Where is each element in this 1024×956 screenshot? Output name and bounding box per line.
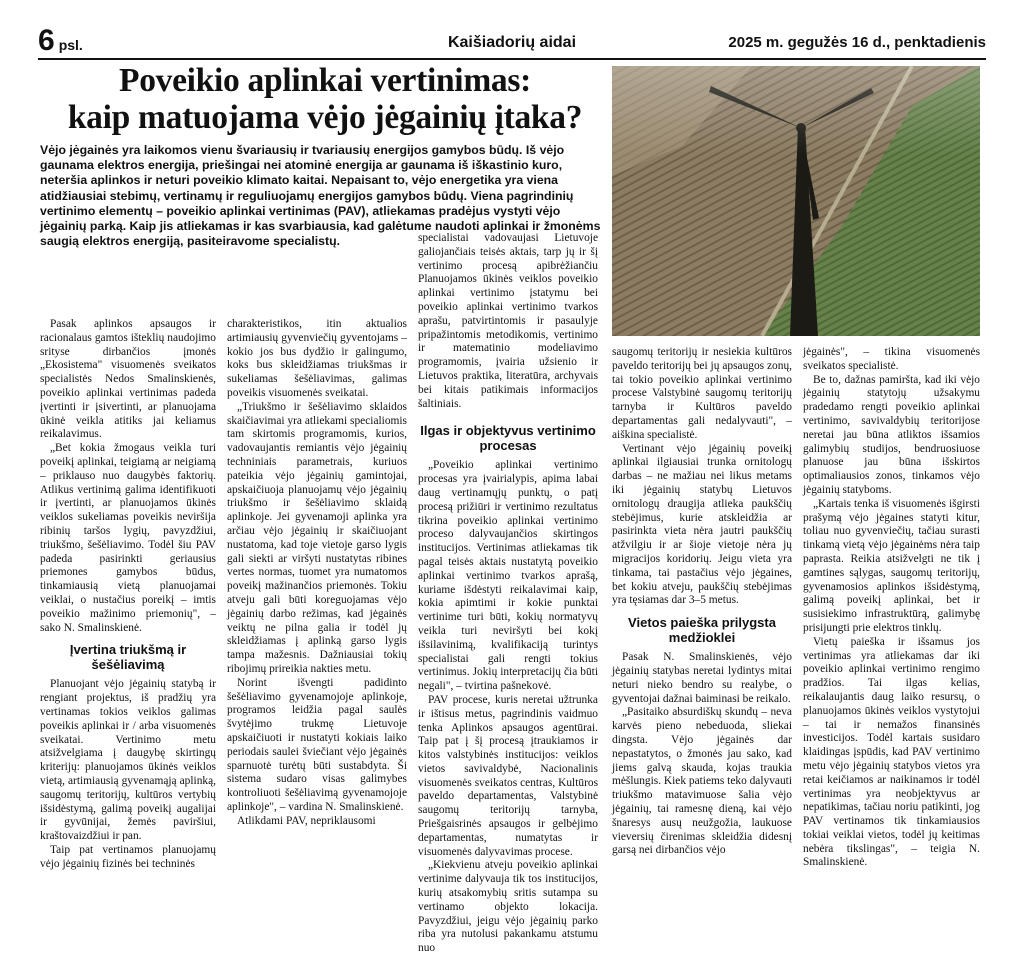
article-title-line2: kaip matuojama vėjo jėgainių įtaka? <box>67 99 583 136</box>
paragraph: Vietų paieška ir išsamus jos vertinimas yra atliekamas dar iki poveikio aplinkai vertinimo rengimo pradžios. Tai ilgas kelias, reikalaujantis daug laiko resursų, o planuojamos ūkinės veiklos vystytojui – tai ir nemažos finansinės investicijos. Todėl kartais susidaro klaidingas įspūdis, kad PAV vertinimo metu vėjo jėgainių statybos vietos yra retai keičiamos ar naikinamos ir todėl vertinimas yra neobjektyvus ar nepatikimas, tačiau noriu patikinti, jog PAV vertinamos tik tinkamiausios tokiai veiklai vietos, todėl jų keitimas nebėra tikslingas", – teigia N. Smalinskienė. <box>803 635 980 869</box>
text-column-3 <box>418 232 598 956</box>
text-column-4 <box>612 346 792 858</box>
paragraph: „Poveikio aplinkai vertinimo procesas yra įvairialypis, apima labai daug vertinamųjų punktų, o patį procesą prižiūri ir vertinimo rezultatus tikrina poveikio aplinkai vertinimo proceso dalyvaujančios skirtingos institucijos. Vertinimas atliekamas tik pagal teisės aktais nustatytą poveikio aplinkai vertinimo tvarkos aprašą, kuriame išdėstyti reikalavimai kaip, kokia apimtimi ir kokie punktai vertinime turi būti, kokių normatyvų veikla turi neviršyti bei kokį išsilavinimą, kvalifikaciją turintys specialistai gali rengti tokius vertinimus. Jokių interpretacijų čia būti negali", – tvirtina pašnekovė. <box>418 459 598 693</box>
article-title <box>40 62 610 136</box>
subheading: Įvertina triukšmą ir šešėliavimą <box>69 642 187 673</box>
paragraph: Taip pat vertinamos planuojamų vėjo jėgainių fizinės bei techninės <box>40 843 216 870</box>
paragraph: jėgainės", – tikina visuomenės sveikatos specialistė. <box>803 346 980 372</box>
page-header <box>38 24 986 60</box>
paragraph: Be to, dažnas pamiršta, kad iki vėjo jėgainių statytojų užsakymu pradedamo rengti poveikio aplinkai vertinimo, savivaldybių teritorijose neretai jau būna atliktos išsamios galimybių studijos, bendruosiuose planuose jau būna išskirtos optimaliausios zonos, tinkamos vėjo jėgainių statyboms. <box>803 373 980 496</box>
paragraph: Pasak aplinkos apsaugos ir racionalaus gamtos išteklių naudojimo srityse dirbančios įmonės „Ekosistema" visuomenės sveikatos specialistės Nedos Smalinskienės, poveikio aplinkai vertinimas padeda įvertinti ir įsivertinti, ar planuojama ūkinė veikla atitiks jai keliamus reikalavimus. <box>40 318 216 441</box>
paragraph: charakteristikos, itin aktualios artimiausių gyvenviečių gyventojams – kokio jos bus dydžio ir galingumo, koks bus skleidžiamas triukšmas ir sukeliamas šešėliavimas, galimas poveikis visuomenės sveikatai. <box>227 318 407 399</box>
text-column-2 <box>227 318 407 828</box>
photo-illustration <box>612 66 980 336</box>
paragraph: „Pasitaiko absurdiškų skundų – neva karvės pieno nebeduoda, sliekai dingsta. Vėjo jėgainės dar nepastatytos, o žmonės jau sako, kad jiems galvą skauda, kojas traukia mėšlungis. Kiek patiems teko dalyvauti triukšmo matavimuose šalia vėjo jėgainių, tai ramesnę dieną, kai vėjo šnaresys ausų neužgožia, laukuose vieversių čirenimas skleidžia didesnį garsą nei dirbančios vėjo <box>612 706 793 857</box>
issue-date: 2025 m. gegužės 16 d., penktadienis <box>728 34 986 51</box>
paragraph: Vertinant vėjo jėgainių poveikį aplinkai ilgiausiai trunka ornitologų darbas – ne mažiau nei likus metams iki jėgainių statybų Lietuvos ornitologų draugija atlieka paukščių stebėjimus, kurie atskleidžia ar pasirinkta vieta nėra jautri paukščių atžvilgiu ir ar šioje vietoje nėra jų migracijos koridorių. Jeigu vieta yra tinkama, tai pastačius vėjo jėgaines, bet kokiu atveju, paukščių stebėjimas yra tęsiamas dar 3–5 metus. <box>612 442 792 607</box>
newspaper-name: Kaišiadorių aidai <box>447 34 577 51</box>
paragraph: saugomų teritorijų ir nesiekia kultūros paveldo teritorijų bei jų apsaugos zonų, tai tokio poveikio aplinkai vertinimo procese Valstybinė saugomų teritorijų tarnyba ir Kultūros paveldo departamentas gali nedalyvauti", – aiškina specialistė. <box>612 346 792 441</box>
paragraph: Atlikdami PAV, nepriklausomi <box>237 814 376 827</box>
paragraph: Norint išvengti padidinto šešėliavimo gyvenamojoje aplinkoje, programos leidžia pagal saulės švytėjimo trukmę Lietuvoje apskaičiuoti ir nustatyti kokiais laiko periodais saulei šviečiant vėjo jėgainės sparnuotė turėtų būti sustabdyta. Ši sistema sudaro visas galimybes kontroliuoti šešėliavimą gyvenamojoje aplinkoje", – vardina N. Smalinskienė. <box>227 676 407 813</box>
article-title-line1: Poveikio aplinkai vertinimas: <box>119 62 531 99</box>
paragraph: PAV procese, kuris neretai užtrunka ir ištisus metus, pagrindinis vaidmuo tenka Aplinkos apsaugos agentūrai. Taip pat į šį procesą įtraukiamos ir kitos valstybinės institucijos: veiklos vietos savivaldybė, Nacionalinis visuomenės sveikatos centras, Kultūros paveldo departamentas, Valstybinė saugomų teritorijų tarnyba, Priešgaisrinės apsaugos ir gelbėjimo departamentas, numatytas ir visuomenės dalyvavimas procese. <box>418 693 598 858</box>
page-number-suffix: psl. <box>58 37 83 53</box>
wind-turbine-shadow-photo <box>612 66 980 336</box>
paragraph: „Triukšmo ir šešėliavimo sklaidos skaičiavimai yra atliekami specialiomis tam skirtomis programomis, kurios, vadovaujantis remiantis vėjo jėgainių techniniais parametrais, kuriuos pateikia vėjo jėgainių gamintojai, apskaičiuoja planuojamų vėjo jėgainių triukšmo ir šešėliavimo sklaidą aplinkoje. Jei gyvenamoji aplinka yra arčiau vėjo jėgainių ir skaičiuojant nustatoma, kad toje vietoje garso lygis gali siekti ar viršyti nustatytas ribines vertes normas, tuomet yra numatomos poveikį mažinančios priemonės. Tokiu atveju gali būti koreguojamas vėjo jėgainių darbo režimas, kad jėgainės veiktų ne pilna galia ir todėl jų skleidžiamas į aplinką garso lygis tampa mažesnis. Dažniausiai tokių ribojimų prireikia nakties metu. <box>227 400 407 675</box>
page-number-value: 6 <box>38 24 55 57</box>
paragraph: specialistai vadovaujasi Lietuvoje galiojančiais teisės aktais, tarp jų ir šį vertinimo procesą apibrėžiančiu Planuojamos ūkinės veiklos poveikio aplinkai vertinimo įstatymu bei poveikio aplinkai vertinimo tvarkos aprašu, patvirtintomis ir pasaulyje pripažintomis metodikomis, vertinimo ir matematinio modeliavimo programomis, įvairia užsienio ir Lietuvos praktika, literatūra, archyvais bei kitais patikimais informacijos šaltiniais. <box>418 232 598 410</box>
text-column-1 <box>40 318 216 871</box>
subheading: Ilgas ir objektyvus vertinimo procesas <box>420 423 596 454</box>
article-lead: Vėjo jėgainės yra laikomos vienu švariausių ir tvariausių energijos gamybos būdų. Iš vėjo gaunama elektros energija, priešingai nei atominė energija ar gaunama iš iškastinio kuro, neteršia aplinkos ir neturi poveikio klimato kaitai. Nepaisant to, vėjo energetika yra viena atidžiausiai stebimų, vertinamų ir reguliuojamų energijos gamybos būdų. Viena pagrindinių vertinimo elementų – poveikio aplinkai vertinimas (PAV), atliekamas pradėjus vystyti vėjo jėgainių parką. Kaip jis atliekamas ir kas svarbiausia, kad galėtume naudoti aplinkai ir žmonėms saugią elektros energiją, pasiteiravome specialistų. <box>40 143 601 249</box>
paragraph: „Bet kokia žmogaus veikla turi poveikį aplinkai, teigiamą ar neigiamą – priklauso nuo daugybės faktorių. Atlikus vertinimą galima identifikuoti ir įvertinti, ar planuojamos ūkinės veiklos sukeliamas poveikis neviršija ribinių taršos lygių, pavyzdžiui, triukšmo, šešėliavimo. Todėl šiu PAV padeda pasirinkti geriausius priemones gamybos būdus, tinkamiausią vietą planuojamai veiklai, o nustačius poreikį – imtis poveikio mažinimo priemonių", – sako N. Smalinskienė. <box>40 442 216 634</box>
paragraph: „Kiekvienu atveju poveikio aplinkai vertinime dalyvauja tik tos institucijos, kurių atsakomybių sritis sutampa su vertinamo objekto lokacija. Pavyzdžiui, jeigu vėjo jėgainių parko riba yra nutolusi pakankamu atstumu nuo <box>418 859 598 955</box>
paragraph: Pasak N. Smalinskienės, vėjo jėgainių statybas neretai lydintys mitai neturi nieko bendro su realybe, o gyventojai dažnai baiminasi be reikalo. <box>612 651 792 705</box>
subheading: Vietos paieška prilygsta medžioklei <box>628 615 776 646</box>
sky-haze <box>612 66 980 156</box>
paragraph: „Kartais tenka iš visuomenės išgirsti prašymą vėjo jėgaines statyti kitur, toliau nuo gyvenviečių, tačiau surasti tinkamą vietą vėjo jėgainėms nėra taip paprasta. Reikia atsižvelgti ne tik į gamtines sąlygas, saugomų teritorijų, gyvenamosios aplinkos išsidėstymą, galimą poveikį aplinkai, bet ir susisiekimo infrastruktūrą, galimybę prisijungti prie elektros tinklų. <box>803 497 980 634</box>
paragraph: Planuojant vėjo jėgainių statybą ir rengiant projektus, iš pradžių yra vertinamas tokios veiklos galimas poveikis aplinkai ir / arba visuomenės sveikatai. Vertinimo metu atsižvelgiama į daugybę skirtingų kriterijų: planuojamos ūkinės veiklos vietą, artimiausią gyvenamąją aplinką, saugomų teritorijų, kultūros vertybių išsidėstymą, galimą poveikį augalijai ir gyvūnijai, žemės paviršiui, kraštovaizdžiui ir pan. <box>40 678 216 843</box>
text-column-5 <box>803 346 980 870</box>
